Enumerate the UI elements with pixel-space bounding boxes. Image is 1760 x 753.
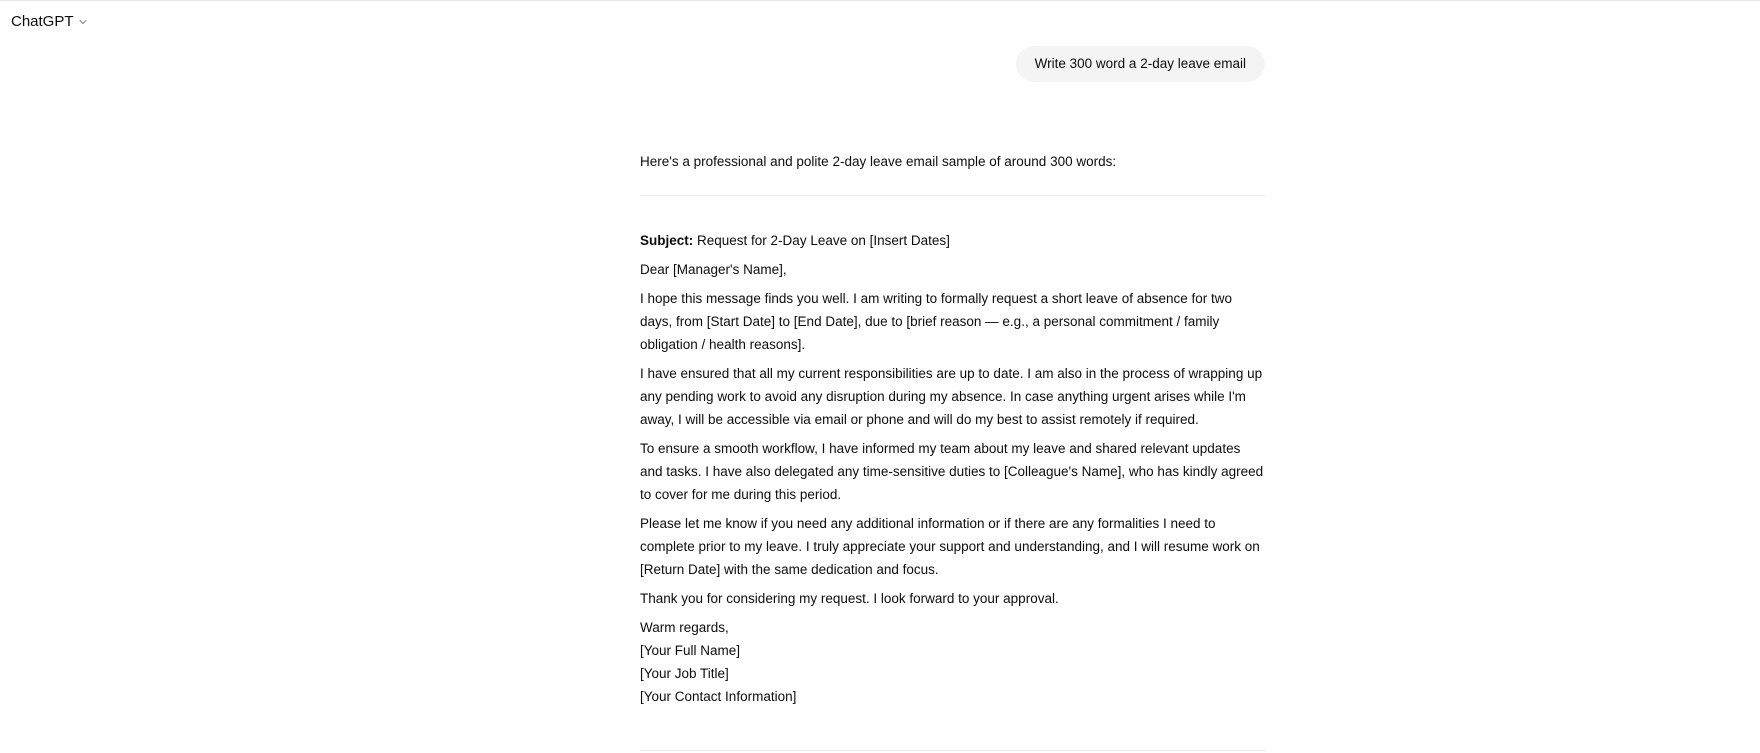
- model-switcher-button[interactable]: [8, 11, 91, 32]
- email-paragraph: Thank you for considering my request. I look forward to your approval.: [640, 591, 1059, 606]
- email-paragraph: Please let me know if you need any additional information or if there are any formalities I need to complete prior to my leave. I truly appreciate your support and understanding, and I will resume work on [Return Date] with the same dedication and focus.: [640, 516, 1260, 577]
- signature-title: [Your Job Title]: [640, 666, 729, 681]
- email-paragraph: To ensure a smooth workflow, I have informed my team about my leave and shared relevant updates and tasks. I have also delegated any time-sensitive duties to [Colleague's Name], who has kindly agreed to cover for me during this period.: [640, 441, 1264, 502]
- email-paragraph: I have ensured that all my current responsibilities are up to date. I am also in the process of wrapping up any pending work to avoid any disruption during my absence. In case anything urgent arises while I'm away, I will be accessible via email or phone and will do my best to assist remotely if required.: [640, 366, 1263, 427]
- divider-bottom: [640, 750, 1265, 751]
- chevron-down-icon: [78, 17, 88, 27]
- user-message-bubble: [1016, 46, 1265, 82]
- divider: [640, 195, 1265, 196]
- subject-label: Subject:: [640, 233, 694, 248]
- assistant-message: [640, 150, 1265, 714]
- email-paragraph: I hope this message finds you well. I am writing to formally request a short leave of absence for two days, from [Start Date] to [End Date], due to [brief reason — e.g., a personal commitment / family obligation / health reasons].: [640, 291, 1233, 352]
- email-subject: [640, 229, 1265, 252]
- signature-contact: [Your Contact Information]: [640, 689, 797, 704]
- top-divider: [0, 0, 1760, 1]
- model-name: ChatGPT: [11, 13, 74, 30]
- signature-name: [Your Full Name]: [640, 643, 741, 658]
- subject-text: Request for 2-Day Leave on [Insert Dates]: [693, 233, 950, 248]
- email-greeting: Dear [Manager's Name],: [640, 262, 787, 277]
- user-message-text: Write 300 word a 2-day leave email: [1034, 56, 1246, 71]
- email-signature: [640, 616, 1265, 708]
- assistant-intro: Here's a professional and polite 2-day leave email sample of around 300 words:: [640, 154, 1117, 169]
- signature-closing: Warm regards,: [640, 620, 729, 635]
